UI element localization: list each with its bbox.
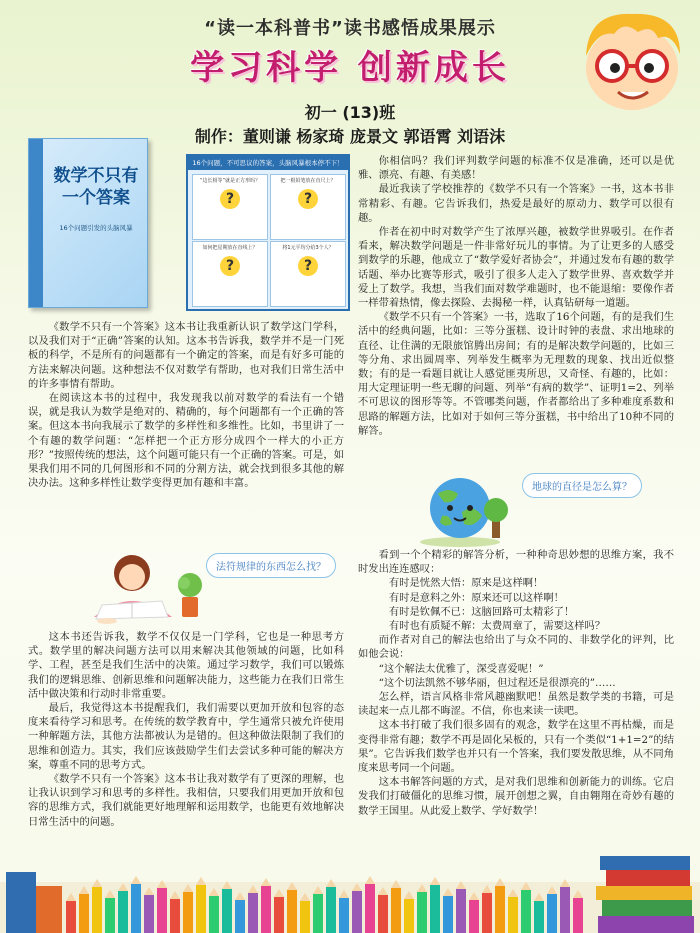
infographic-cell (192, 241, 268, 307)
pencils-books-border (0, 842, 700, 933)
pencil-body (118, 891, 128, 933)
pencil-body (235, 900, 245, 933)
right-paragraph-2: 最近我读了学校推荐的《数学不只有一个答案》一书，这本书非常精彩、有趣。它告诉我们，热爱是最好的原动力、数学可以很有趣。 (358, 183, 674, 224)
quote-line-1: “这个解法太优雅了，深受喜爱呢！” (378, 662, 544, 675)
exclaim-line-1: 有时是恍然大悟：原来是这样啊！ (388, 577, 544, 590)
pencil-body (326, 887, 336, 933)
pencil-tip (430, 877, 440, 885)
left-paragraph-3: 这本书还告诉我，数学不仅仅是一门学科，它也是一种思考方式。数学里的解决问题方法可以用来解决其他领域的问题，比如科学、工程，甚至是我们生活中的决策。通过学习数学，我们可以锻炼我们的逻辑思维、创新思维和问题解决能力，这些能力在我们日常生活中做决策和行动时非常重要。 (28, 631, 344, 700)
pencil-body (495, 886, 505, 933)
infographic-cell-caption: “边长相等”就是正方形吗？ (199, 178, 261, 184)
pencil-body (287, 890, 297, 933)
pencil-body (222, 889, 232, 933)
infographic-cell (192, 174, 268, 240)
question-mark-icon: ? (220, 189, 240, 209)
quote-line-2: “这个切法凯然不够华丽，但过程还是很漂亮的”…… (378, 676, 616, 689)
pencil-tip (365, 876, 375, 884)
pencil-body (144, 895, 154, 933)
right-paragraph-9: 这本书解答问题的方式，是对我们思维和创新能力的训练。它启发我们打破僵化的思维习惯，展开创想之翼，自由翱翔在奇妙有趣的数学王国里。从此爱上数学、学好数学！ (358, 776, 674, 817)
exclaim-line-3: 有时是钦佩不已：这脑回路可太精彩了！ (388, 605, 575, 618)
pencil-body (417, 892, 427, 933)
pencil-body (209, 896, 219, 933)
infographic-heading: 16个问题，不可思议的答案，头脑风暴根本停不下！ (188, 156, 348, 170)
class-line: 初一 (13)班 (304, 103, 396, 122)
pencil-body (92, 887, 102, 933)
infographic-cell-caption: 将1元平均分给3个人？ (282, 245, 334, 251)
pencil-tip (131, 876, 141, 884)
pencil-body (391, 888, 401, 933)
pencil-body (508, 897, 518, 933)
right-column-lower (358, 548, 674, 818)
pencil-body (313, 894, 323, 933)
pencil-body (573, 898, 583, 933)
pencil-body (183, 892, 193, 933)
pencil-body (170, 899, 180, 933)
book-cover-subtitle: 16个问题引发的头脑风暴 (59, 224, 133, 232)
authors-line: 制作：董则谦 杨家琦 庞景文 郭语霄 刘语沫 (194, 127, 506, 146)
infographic-panel (186, 154, 350, 311)
left-column-upper (28, 320, 344, 490)
infographic-cell-caption: 把一根铅笔放在直尺上？ (280, 178, 336, 184)
pencil-body (79, 894, 89, 933)
speech-bubble-right: 地球的直径是怎么算？ (522, 473, 642, 498)
pencil-body (352, 891, 362, 933)
pencil-body (404, 899, 414, 933)
earth-illustration (408, 468, 518, 548)
pencil-body (482, 893, 492, 933)
pencil-body (300, 901, 310, 933)
pencil-body (534, 901, 544, 933)
left-paragraph-4: 最后，我觉得这本书提醒我们，我们需要以更加开放和包容的态度来看待学习和思考。在传统的数学教育中，学生通常只被允许使用一种解题方法，其他方法都被认为是错的。但这种做法限制了我们的思维和创造力。其实，我们应该鼓励学生们去尝试多种可能的解决方案，尊重不同的思考方式。 (28, 702, 344, 771)
pencil-body (378, 895, 388, 933)
pencil-body (560, 887, 570, 933)
left-paragraph-1: 《数学不只有一个答案》这本书让我重新认识了数学这门学科，以及我们对于“正确”答案的认知。这本书告诉我，数学并不是一门死板的科学，不是所有的问题都有一个确定的答案，而是有好多可能的方法来解决问题。这种想法不仅对数学有帮助，也对我们日常生活中的许多事情有帮助。 (28, 321, 344, 390)
pencil-body (105, 898, 115, 933)
left-column-lower (28, 630, 344, 829)
pencil-body (469, 900, 479, 933)
girl-reading-illustration (72, 545, 242, 625)
right-paragraph-6: 而作者对自己的解法也给出了与众不同的、非数学化的评判，比如他会说： (358, 634, 674, 661)
question-mark-icon: ? (220, 256, 240, 276)
left-paragraph-5: 《数学不只有一个答案》这本书让我对数学有了更深的理解，也让我认识到学习和思考的多样性。我相信，只要我们用更加开放和包容的思维方式，我们就能更好地理解和运用数学，也能更有效地解决日常生活中的问题。 (28, 773, 344, 828)
speech-bubble-left: 法符规律的东西怎么找？ (206, 553, 336, 578)
book-cover-title: 数学不只有一个答案 (53, 166, 139, 208)
pencil-tip (196, 877, 206, 885)
pencil-body (66, 901, 76, 933)
pencil-body (430, 885, 440, 933)
pencil-body (521, 890, 531, 933)
right-paragraph-3: 作者在初中时对数学产生了浓厚兴趣，被数学世界吸引。在作者看来，解决数学问题是一件非常好玩儿的事情。为了让更多的人感受到数学的乐趣，他成立了“数学爱好者协会”，并通过发布有趣的数学话题、举办比赛等形式，吸引了很多人走入了数学世界、喜欢数学并爱上了数学。我想，当我们面对数学难题时，也不能退缩：要像作者一样带着热情，像去探险、去揭秘一样，认真钻研每一道题。 (358, 226, 674, 310)
page-subtitle: “读一本科普书”读书感悟成果展示 (204, 18, 496, 39)
pencil-body (157, 888, 167, 933)
exclaim-line-4: 有时也有质疑不解：太费周章了，需要这样吗？ (388, 620, 606, 633)
pencil-body (196, 885, 206, 933)
book-cover (28, 138, 148, 308)
pencil-body (365, 884, 375, 933)
pencil-body (339, 898, 349, 933)
right-paragraph-7: 怎么样，语言风格非常风趣幽默吧！虽然是数学类的书籍，可是读起来一点儿都不晦涩。不信，你也来读一读吧。 (358, 691, 674, 718)
right-column-upper (358, 154, 674, 438)
page-title: 学习科学 创新成长 (190, 48, 510, 88)
book-spine (29, 139, 43, 307)
pencil-body (248, 893, 258, 933)
pencil-body (456, 889, 466, 933)
right-paragraph-1: 你相信吗？我们评判数学问题的标准不仅是准确，还可以是优雅、漂亮、有趣、有美感！ (358, 155, 674, 182)
pencil-body (261, 886, 271, 933)
infographic-cell (270, 174, 346, 240)
pencil-body (547, 894, 557, 933)
exclaim-line-2: 有时是意料之外：原来还可以这样啊！ (388, 591, 564, 604)
left-paragraph-2: 在阅读这本书的过程中，我发现我以前对数学的看法有一个错误，就是我认为数学是绝对的、精确的，每个问题都有一个正确的答案。但这本书向我展示了数学的多样性和多维性。比如，书里讲了一个有趣的数学问题：“怎样把一个正方形分成四个一样大的小正方形？”按照传统的想法，这个问题可能只有一个正确的答案。可是，如果我们用不同的几何图形和不同的分割方法，就会找到很多其他的解决办法。这种多样性让数学变得更加有趣和丰富。 (28, 392, 344, 490)
pencil-body (274, 897, 284, 933)
right-paragraph-5: 看到一个个精彩的解答分析，一种种奇思妙想的思维方案，我不时发出连连感叹： (358, 549, 674, 576)
pencil-body (443, 896, 453, 933)
right-paragraph-4: 《数学不只有一个答案》一书，选取了16个问题，有的是我们生活中的经典问题，比如：三等分蛋糕、设计时钟的表盘、求出地球的直径、让住满的无限旅馆腾出房间；有的是解决数学问题的，比如三等分角、求出圆周率、列举发生概率为无理数的现象、找出近似整数；有的是一看题目就让人感觉匪夷所思，又奇怪、有趣的，比如：用大定理证明一些无聊的问题、列举“有病的数学”、证明1=2、列举不可思议的图形等等。不管哪类问题，作者都给出了多种难度系数和思路的解题方法，比如对于如何三等分蛋糕，书中给出了10种不同的解答。 (358, 311, 674, 437)
pencil-body (131, 884, 141, 933)
infographic-cell (270, 241, 346, 307)
question-mark-icon: ? (298, 189, 318, 209)
right-paragraph-8: 这本书打破了我们很多固有的观念，数学在这里不再枯燥，而是变得非常有趣；数学不再是固化呆板的，只有一个类似“1+1=2”的结果”。它告诉我们数学也并只有一个答案，我们要发散思维，从不同角度来思考同一个问题。 (358, 719, 674, 775)
infographic-cell-caption: 如何把星期放在直线上？ (202, 245, 258, 251)
question-mark-icon: ? (298, 256, 318, 276)
